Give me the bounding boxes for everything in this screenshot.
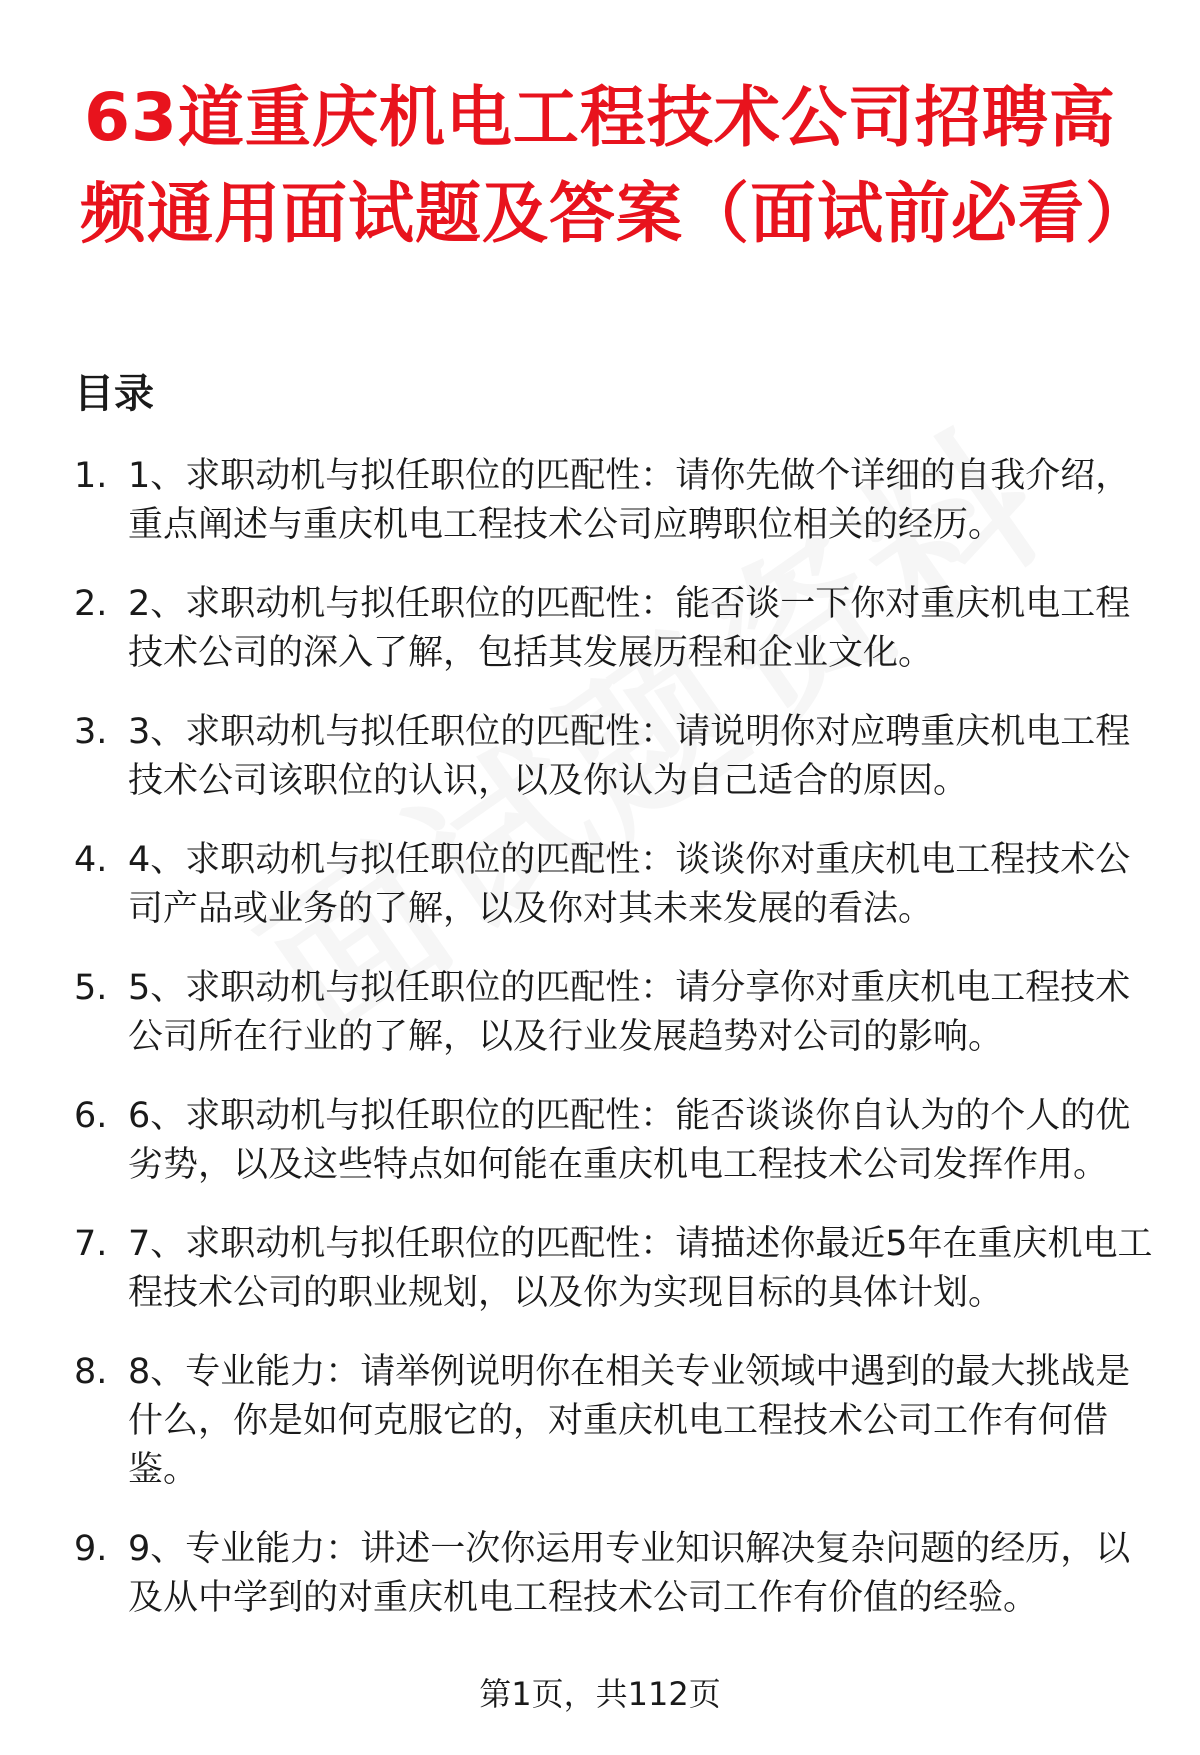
toc-item[interactable] <box>74 1220 1160 1318</box>
toc-item[interactable] <box>74 452 1160 550</box>
toc-item-number: 2. <box>74 584 108 624</box>
toc-item-number: 8. <box>74 1352 108 1392</box>
toc-item-text: 8、专业能力：请举例说明你在相关专业领域中遇到的最大挑战是什么，你是如何克服它的，对重庆机电工程技术公司工作有何借鉴。 <box>128 1352 1131 1490</box>
document-title: 63道重庆机电工程技术公司招聘高频通用面试题及答案（面试前必看） <box>80 79 1152 252</box>
toc-list <box>74 452 1160 1653</box>
toc-item-text: 2、求职动机与拟任职位的匹配性：能否谈一下你对重庆机电工程技术公司的深入了解，包括其发展历程和企业文化。 <box>128 584 1131 673</box>
toc-item-text: 5、求职动机与拟任职位的匹配性：请分享你对重庆机电工程技术公司所在行业的了解，以及行业发展趋势对公司的影响。 <box>128 968 1131 1057</box>
toc-item-text: 3、求职动机与拟任职位的匹配性：请说明你对应聘重庆机电工程技术公司该职位的认识，以及你认为自己适合的原因。 <box>128 712 1131 801</box>
toc-item-number: 9. <box>74 1529 108 1569</box>
toc-item[interactable] <box>74 1348 1160 1495</box>
page-footer: 第1页，共112页 <box>479 1675 721 1713</box>
toc-item-number: 3. <box>74 712 108 752</box>
toc-item-text: 4、求职动机与拟任职位的匹配性：谈谈你对重庆机电工程技术公司产品或业务的了解，以及你对其未来发展的看法。 <box>128 840 1131 929</box>
toc-item[interactable] <box>74 836 1160 934</box>
toc-item[interactable] <box>74 1092 1160 1190</box>
toc-item[interactable] <box>74 964 1160 1062</box>
toc-item[interactable] <box>74 580 1160 678</box>
toc-item-number: 5. <box>74 968 108 1008</box>
toc-item-number: 7. <box>74 1224 108 1264</box>
toc-item-number: 1. <box>74 456 108 496</box>
toc-item-text: 1、求职动机与拟任职位的匹配性：请你先做个详细的自我介绍，重点阐述与重庆机电工程技术公司应聘职位相关的经历。 <box>128 456 1131 545</box>
toc-item[interactable] <box>74 1525 1160 1623</box>
toc-item-text: 6、求职动机与拟任职位的匹配性：能否谈谈你自认为的个人的优劣势，以及这些特点如何能在重庆机电工程技术公司发挥作用。 <box>128 1096 1131 1185</box>
toc-item-text: 7、求职动机与拟任职位的匹配性：请描述你最近5年在重庆机电工程技术公司的职业规划，以及你为实现目标的具体计划。 <box>128 1224 1153 1313</box>
toc-item-number: 6. <box>74 1096 108 1136</box>
toc-heading: 目录 <box>74 371 154 417</box>
toc-item-number: 4. <box>74 840 108 880</box>
toc-item-text: 9、专业能力：讲述一次你运用专业知识解决复杂问题的经历，以及从中学到的对重庆机电工程技术公司工作有价值的经验。 <box>128 1529 1131 1618</box>
toc-item[interactable] <box>74 708 1160 806</box>
